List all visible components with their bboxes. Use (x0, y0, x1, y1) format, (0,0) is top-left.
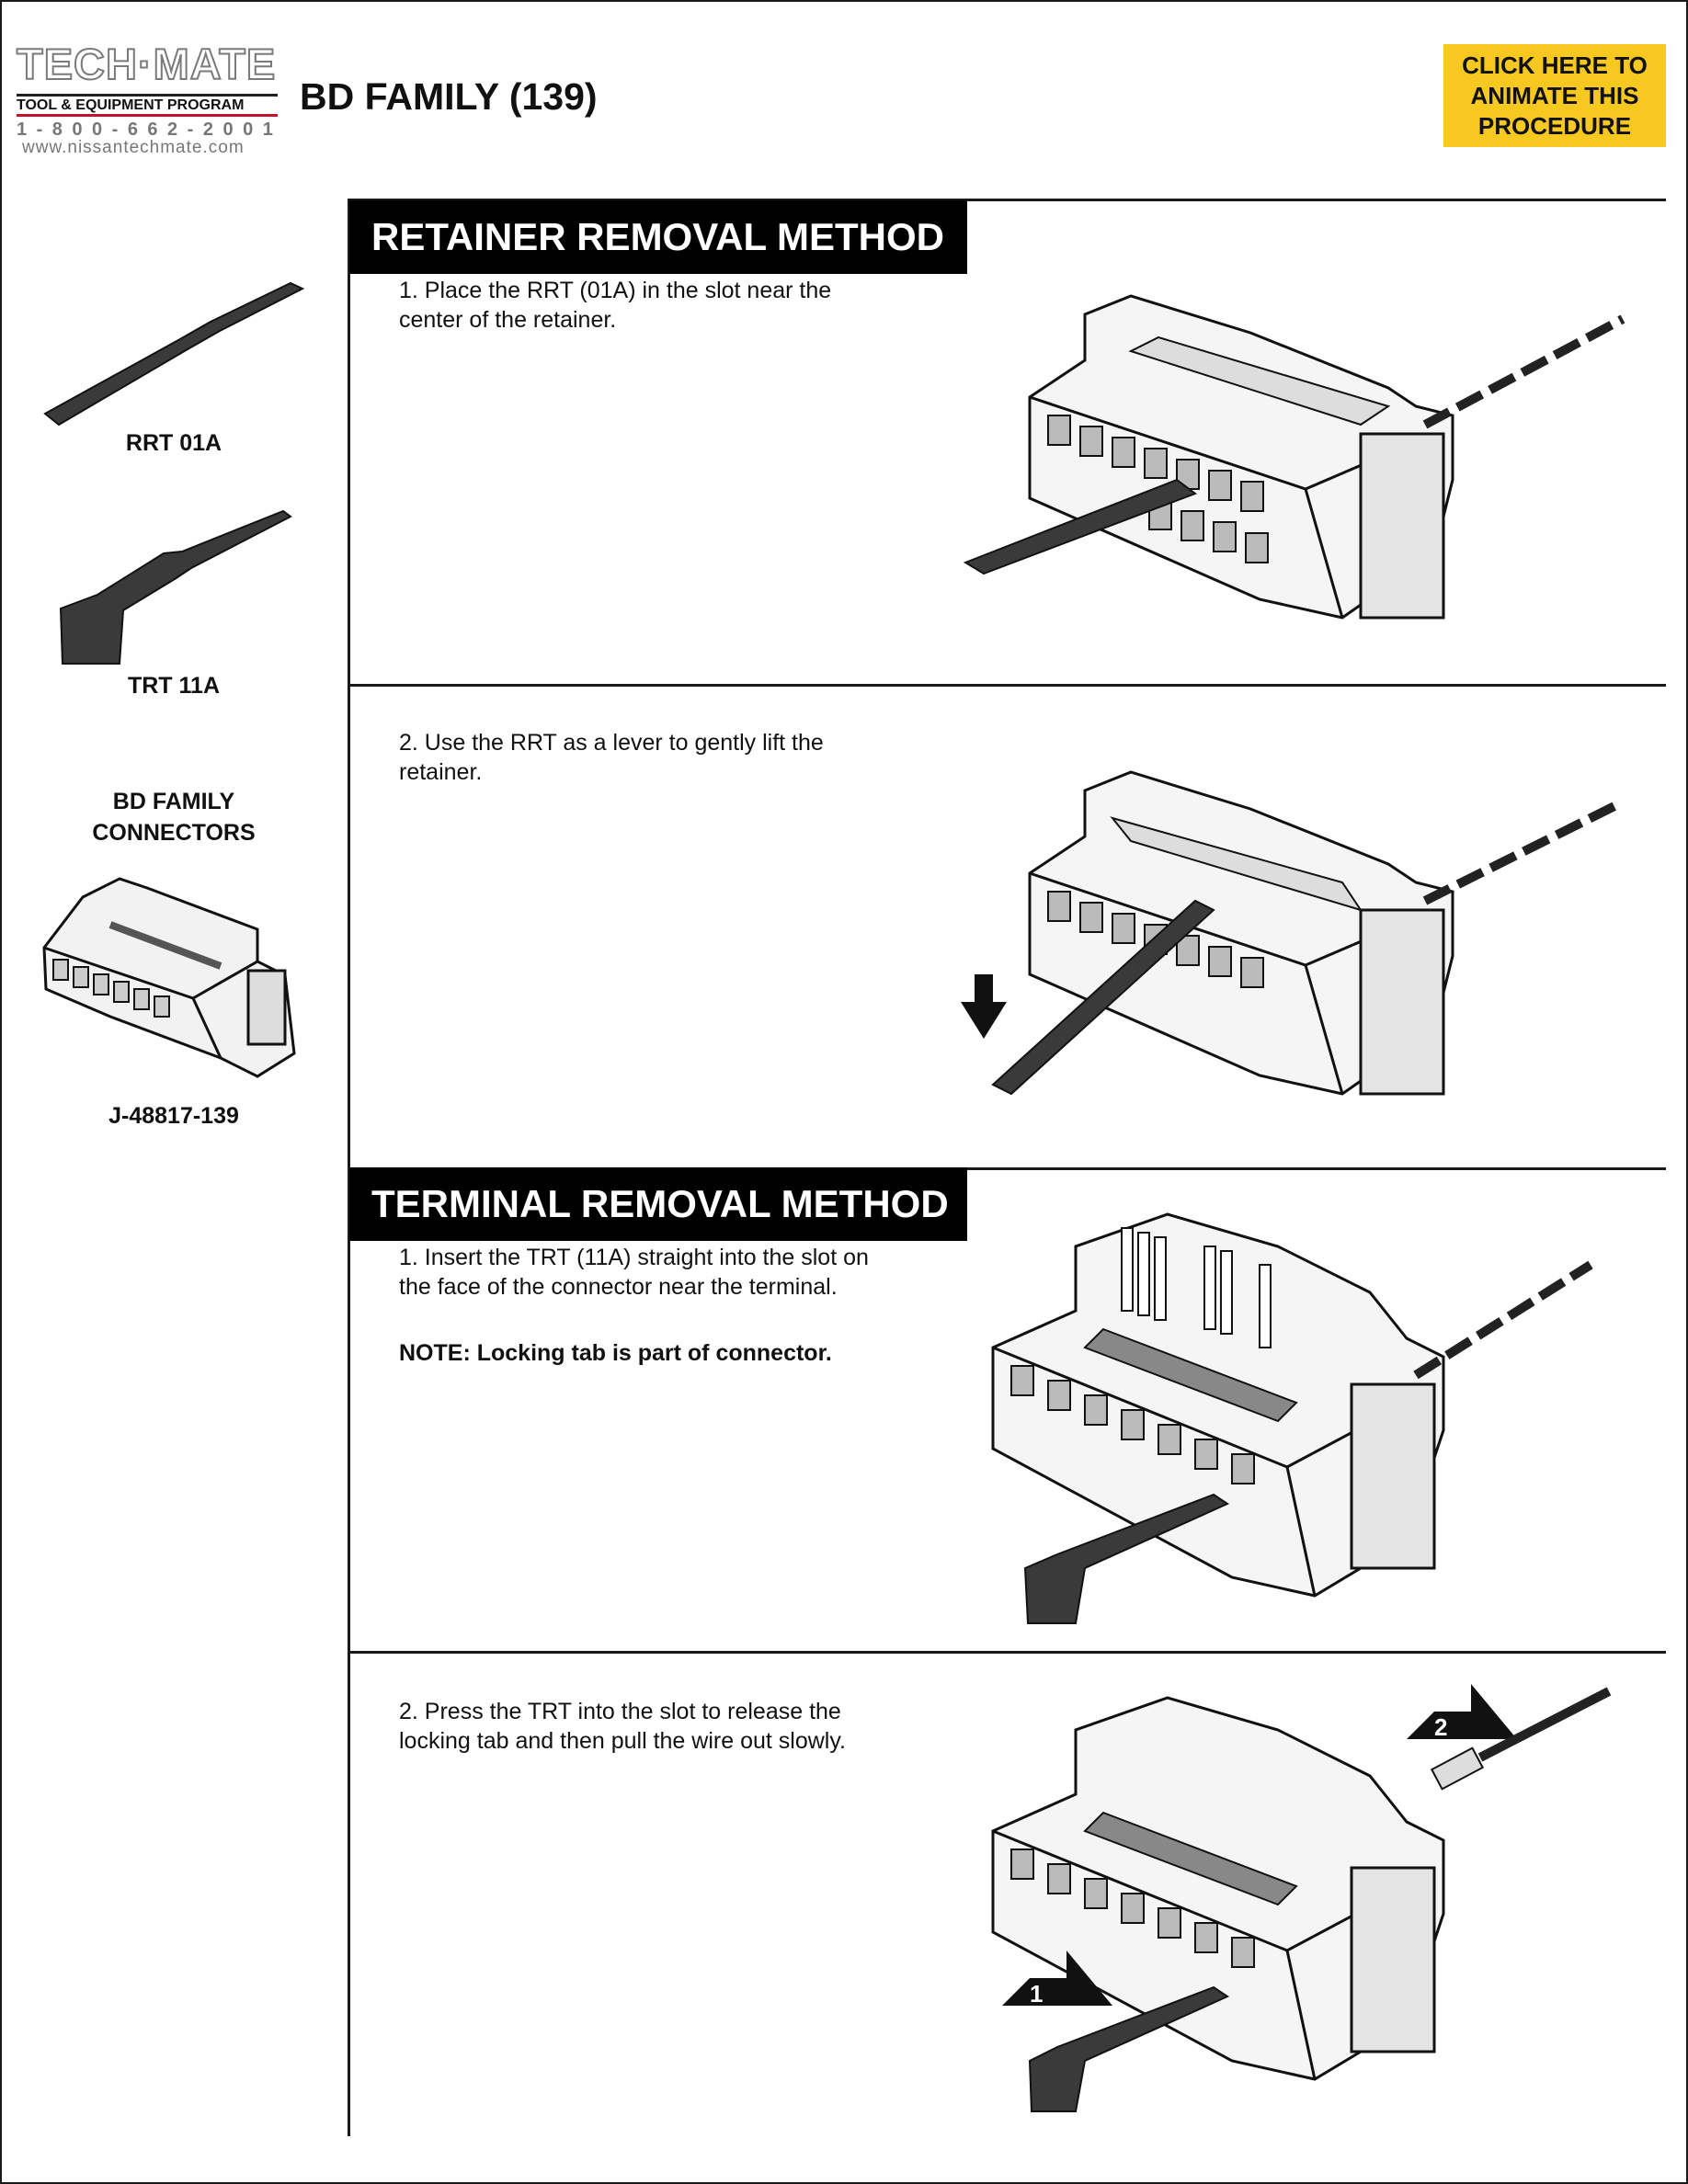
badge-1: 1 (1030, 1980, 1044, 2008)
terminal-note: NOTE: Locking tab is part of connector. (399, 1340, 832, 1366)
section-divider-2 (348, 684, 1666, 687)
techmate-logo: TECH·MATE (17, 40, 277, 88)
badge-2: 2 (1434, 1713, 1448, 1741)
logo-divider (17, 94, 278, 97)
retainer-removal-heading (349, 200, 967, 274)
terminal-heading-text: TERMINAL REMOVAL METHOD (371, 1182, 949, 1225)
rrt-tool-illustration (40, 276, 307, 432)
terminal-removal-heading (349, 1167, 967, 1241)
retainer-step-2: 2. Use the RRT as a lever to gently lift the retainer. (399, 730, 824, 785)
trt-label: TRT 11A (127, 673, 221, 699)
rrt-label: RRT 01A (125, 430, 222, 456)
logo-red-divider (17, 114, 278, 117)
animate-procedure-button[interactable] (1443, 44, 1666, 147)
terminal-step-2: 2. Press the TRT into the slot to release the locking tab and then pull the wire out slowly. (399, 1699, 846, 1754)
terminal-step-1: 1. Insert the TRT (11A) straight into the slot on the face of the connector near the terminal. (399, 1245, 869, 1300)
terminal-step2-illustration (984, 1675, 1637, 2116)
section-divider-4 (348, 1651, 1666, 1654)
connector-heading-line2: CONNECTORS (92, 820, 256, 846)
retainer-step-1: 1. Place the RRT (01A) in the slot near the center of the retainer. (399, 278, 832, 333)
trt-tool-illustration (53, 507, 302, 673)
logo-subtitle: TOOL & EQUIPMENT PROGRAM (17, 97, 245, 113)
retainer-heading-text: RETAINER REMOVAL METHOD (371, 215, 945, 258)
logo-url: www.nissantechmate.com (22, 138, 245, 157)
retainer-step2-illustration (947, 726, 1646, 1112)
page-title: BD FAMILY (139) (300, 75, 598, 118)
part-number: J-48817-139 (108, 1103, 239, 1129)
terminal-step1-illustration (984, 1191, 1637, 1632)
connector-heading-line1: BD FAMILY (112, 789, 235, 814)
animate-button-label: CLICK HERE TO ANIMATE THIS PROCEDURE (1462, 51, 1648, 140)
logo-phone: 1-800-662-2001 (17, 119, 283, 140)
retainer-step1-illustration (956, 250, 1637, 636)
bd-connector-thumbnail (37, 860, 313, 1090)
